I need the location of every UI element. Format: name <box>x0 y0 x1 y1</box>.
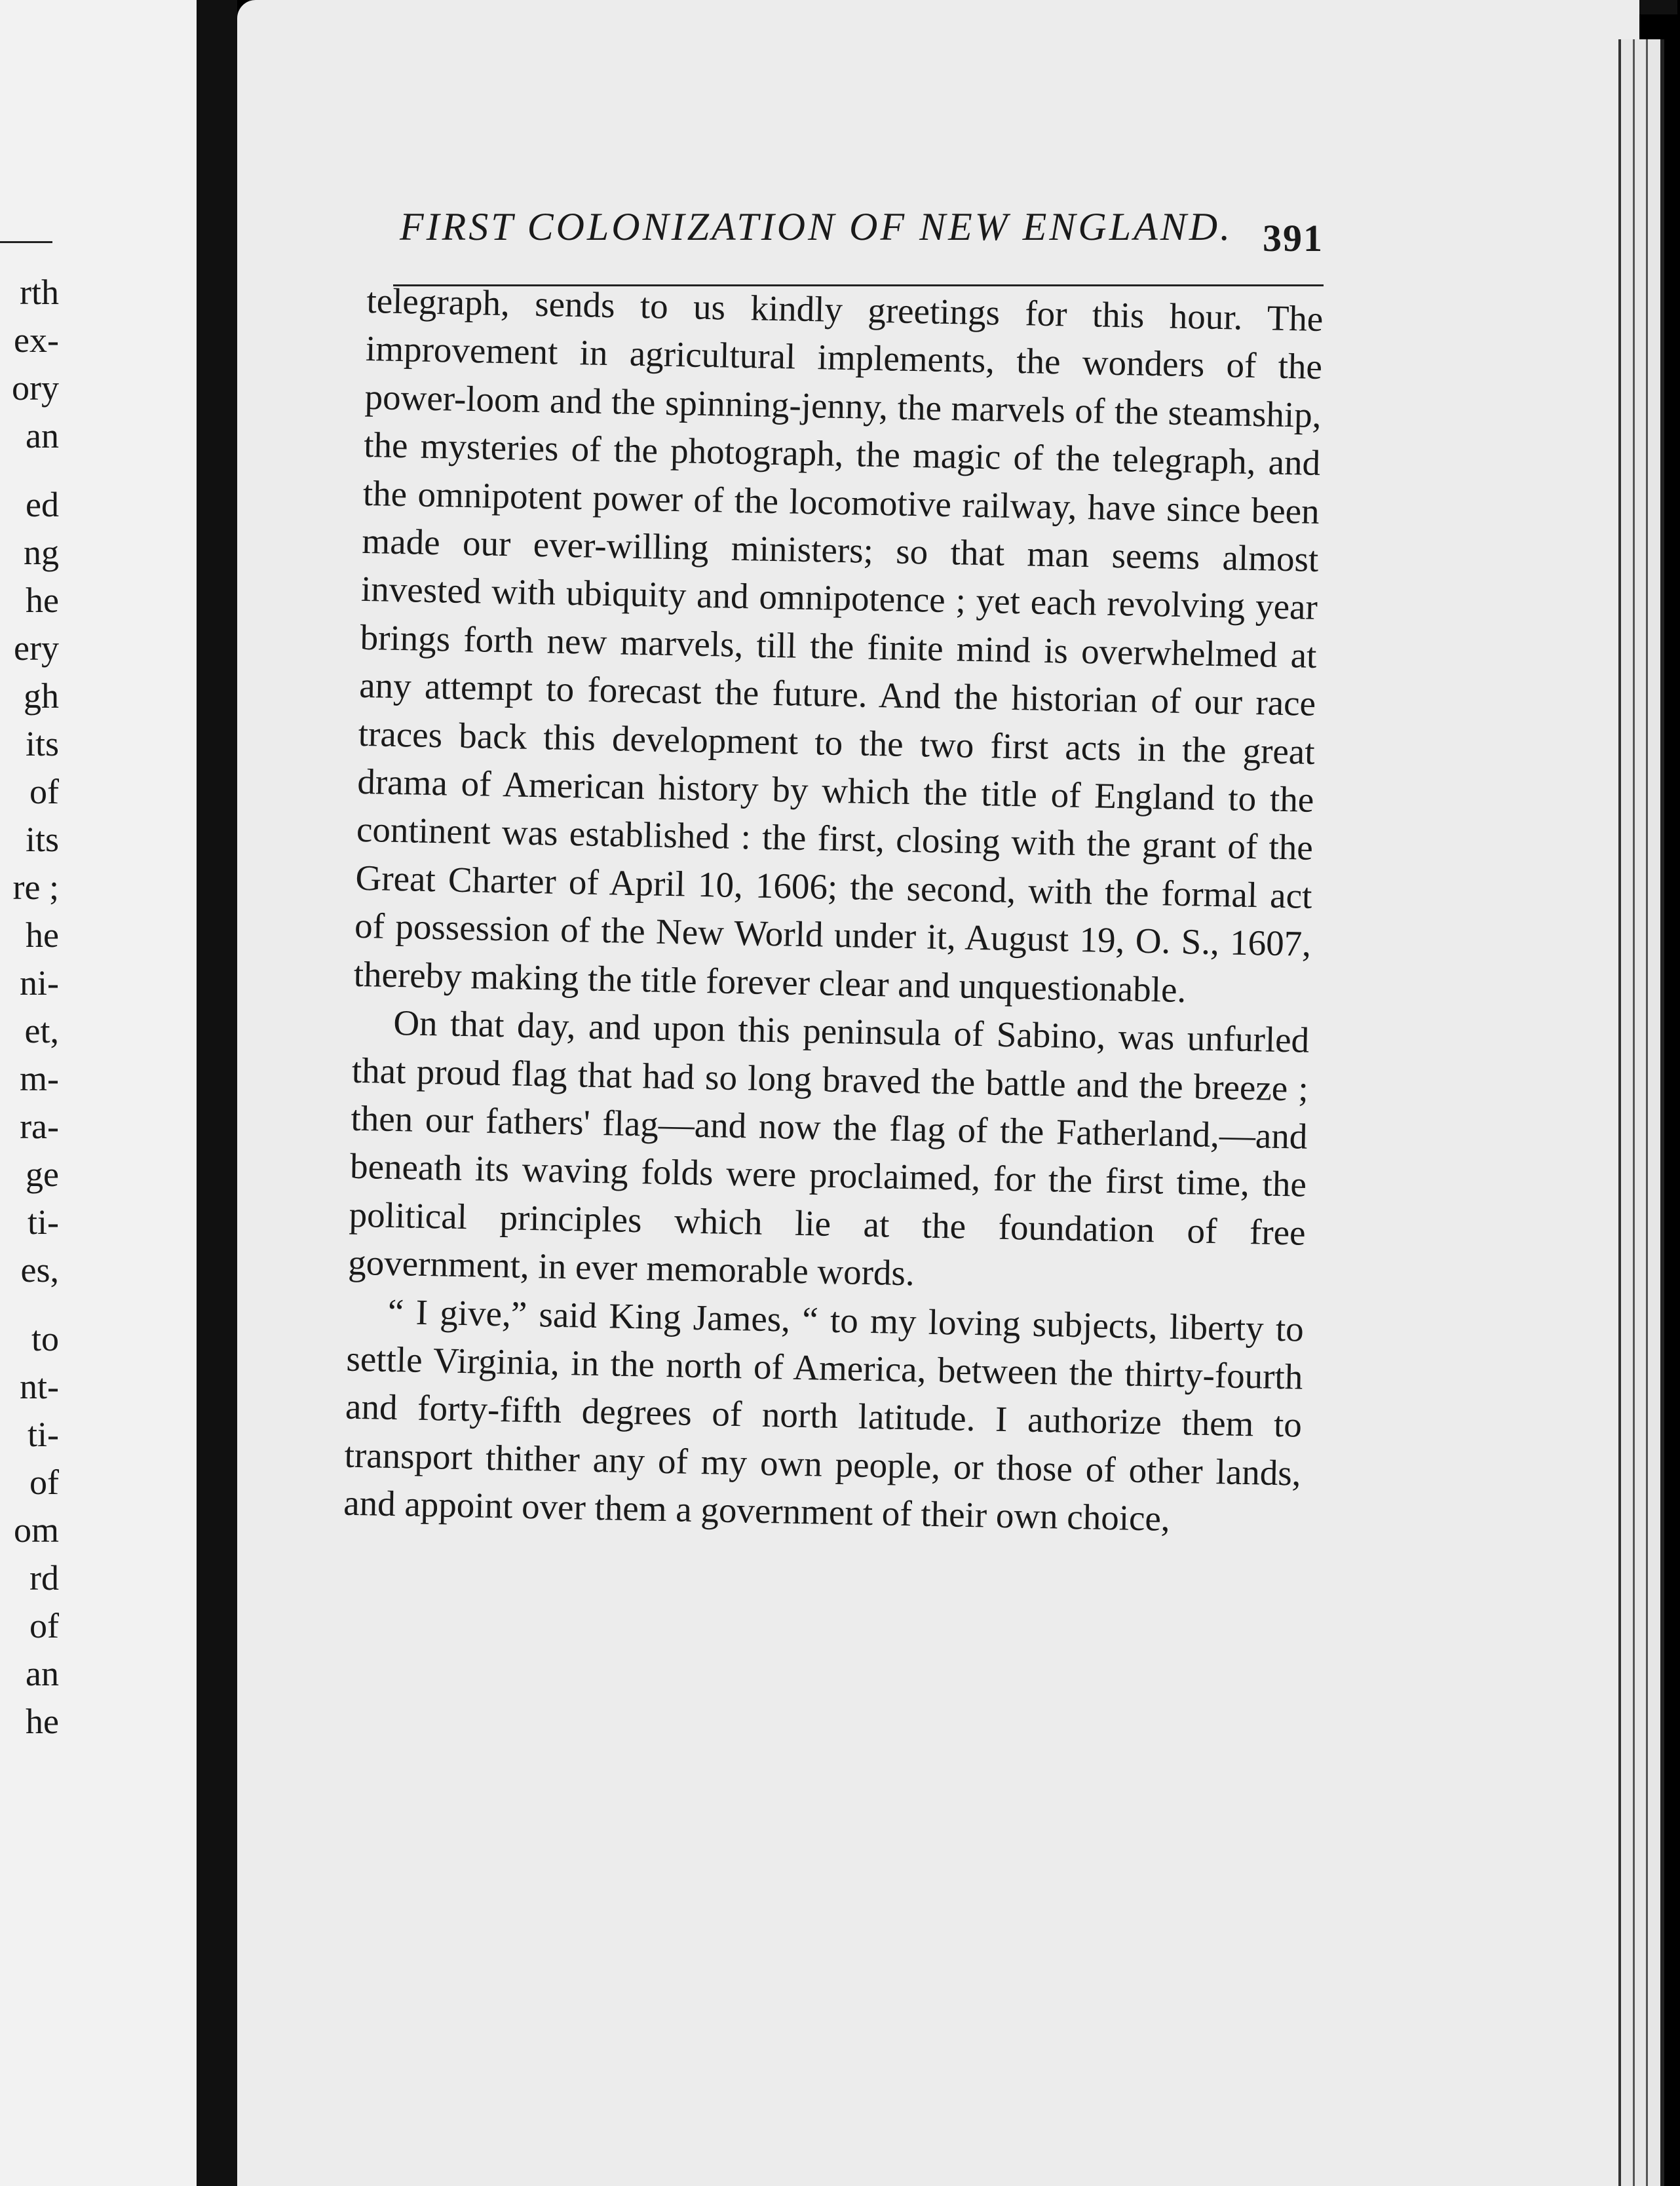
paragraph: On that day, and upon this peninsula of Sabino, was unfurled that proud flag that had so long braved the battle and the breeze ; then our fathers' flag—and now the flag of the Fatherland,—and beneath its waving folds were proclaimed, for the first time, the political principles which lie at the foundation of free government, in ever memorable words. <box>347 1003 1310 1294</box>
left-page-fragment: ti- <box>28 1415 59 1454</box>
left-page-fragment: rth <box>20 273 59 312</box>
left-page-fragment: m- <box>20 1059 59 1098</box>
left-page-fragment: he <box>26 1702 59 1741</box>
left-page-fragment: of <box>29 1606 59 1645</box>
left-page-fragment: ory <box>12 368 59 408</box>
left-page-fragment: et, <box>24 1011 59 1050</box>
left-page-fragment: an <box>26 416 59 455</box>
left-page-fragment: ex- <box>14 320 59 360</box>
page-number: 391 <box>1263 217 1324 259</box>
left-page-fragment: to <box>31 1319 59 1358</box>
left-page-fragment: ti- <box>28 1202 59 1242</box>
left-page-fragment: ed <box>26 485 59 524</box>
left-page-fragment: ni- <box>20 963 59 1003</box>
left-page-fragment: he <box>26 581 59 620</box>
left-page-fragment: ery <box>14 628 59 668</box>
left-page-fragment: its <box>25 820 59 859</box>
left-page-rule <box>0 241 52 243</box>
left-page-text-fragments <box>0 269 59 1746</box>
left-page-fragment: its <box>25 724 59 763</box>
fragment-gap <box>0 460 59 481</box>
left-page-fragment: of <box>29 772 59 811</box>
book-binding <box>197 0 237 2186</box>
left-page-fragment: ng <box>24 533 59 572</box>
paragraph: telegraph, sends to us kindly greetings for this hour. The improvement in agricultural implements, the wonders of the power-loom and the spinning-jenny, the marvels of the steamship, the mysteries of the photograph, the magic of the telegraph, and the omnipotent power of the locomotive railway, have since been made our ever-willing ministers; so that man seems almost invested with ubiquity and omnipotence ; yet each revolving year brings forth new marvels, till the finite mind is overwhelmed at any attempt to forecast the future. And the historian of our race traces back this development to the two first acts in the great drama of American history by which the title of England to the continent was established : the first, closing with the grant of the Great Charter of April 10, 1606; the second, with the formal act of possession of the New World under it, August 19, O. S., 1607, thereby making the title forever clear and unquestionable. <box>353 280 1324 1010</box>
fragment-gap <box>0 1294 59 1315</box>
left-page-fragment: an <box>26 1654 59 1693</box>
running-header <box>367 197 1324 269</box>
left-page <box>0 0 197 2186</box>
page-text-block <box>343 197 1324 1539</box>
page-stack-edges <box>1618 39 1664 2186</box>
left-page-fragment: es, <box>20 1250 59 1290</box>
paragraph: “ I give,” said King James, “ to my loving subjects, liberty to settle Virginia, in the north of America, between the thirty-fourth and forty-fifth degrees of north latitude. I authorize them to transport thither any of my own people, or those of other lands, and appoint over them a government of their own choice, <box>343 1291 1305 1539</box>
left-page-fragment: gh <box>24 676 59 716</box>
left-page-fragment: of <box>29 1463 59 1502</box>
left-page-fragment: rd <box>29 1558 59 1598</box>
left-page-fragment: om <box>13 1510 59 1550</box>
left-page-fragment: ra- <box>20 1107 59 1146</box>
body-text <box>343 277 1324 1545</box>
running-title: FIRST COLONIZATION OF NEW ENGLAND. <box>400 205 1233 248</box>
left-page-fragment: nt- <box>20 1367 59 1406</box>
left-page-fragment: he <box>26 915 59 955</box>
left-page-fragment: ge <box>26 1155 59 1194</box>
left-page-fragment: re ; <box>12 868 59 907</box>
